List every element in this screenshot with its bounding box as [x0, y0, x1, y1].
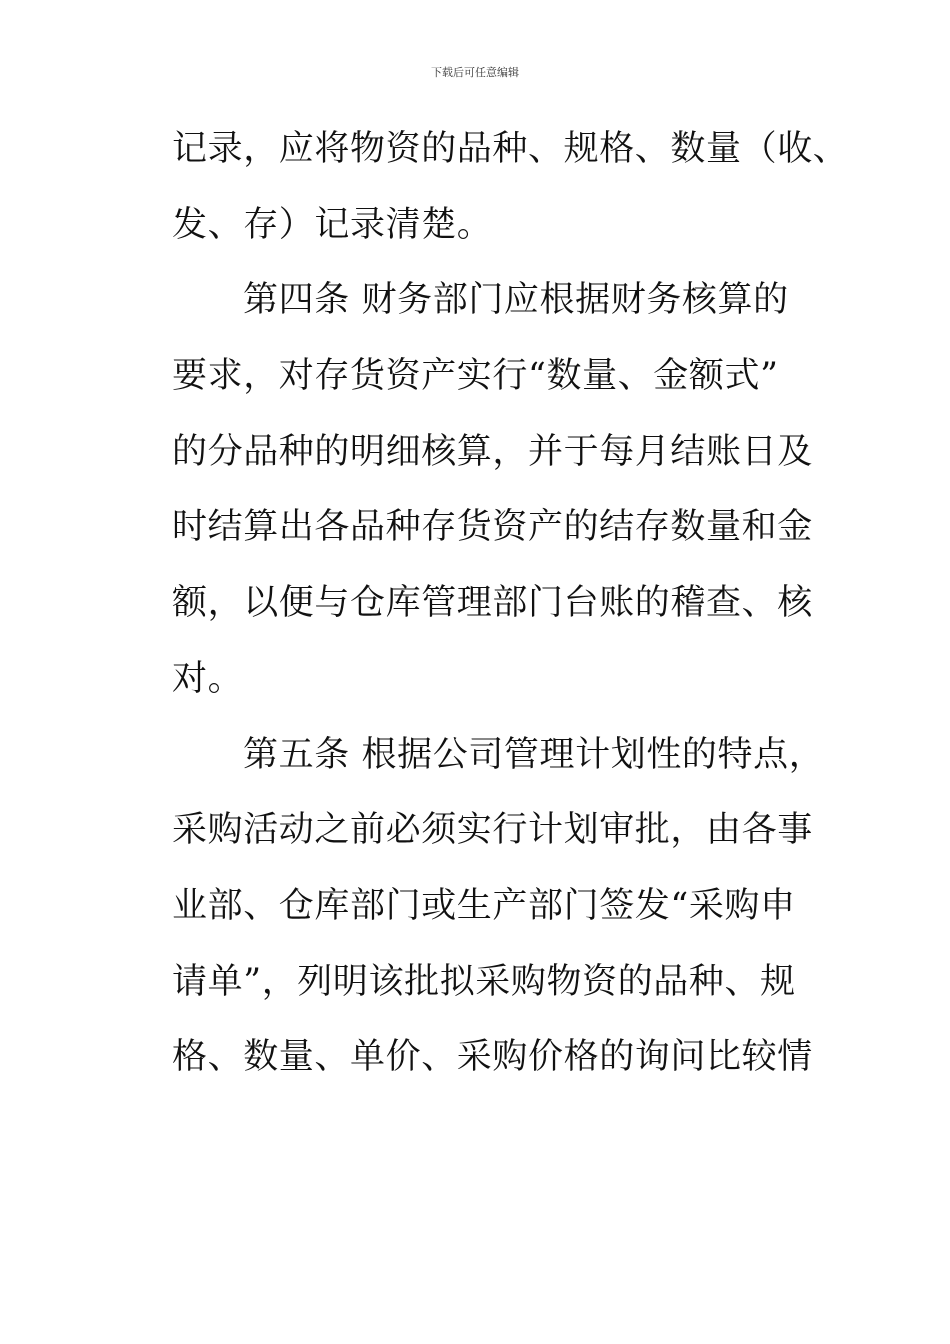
- text-line: 的分品种的明细核算，并于每月结账日及: [172, 431, 813, 472]
- text-line: 时结算出各品种存货资产的结存数量和金: [172, 507, 813, 548]
- text-line: 记录，应将物资的品种、规格、数量（收、: [172, 129, 849, 169]
- text-line: 第四条 财务部门应根据财务核算的: [243, 280, 789, 321]
- text-line: 对。: [172, 658, 244, 699]
- text-line: 发、存）记录清楚。: [172, 204, 493, 245]
- text-line: 请单”，列明该批拟采购物资的品种、规: [172, 961, 796, 1002]
- paragraph-article-5: [172, 718, 832, 1096]
- document-body: [172, 112, 849, 1096]
- text-line: 格、数量、单价、采购价格的询问比较情: [172, 1037, 813, 1078]
- paragraph-article-4: [172, 263, 832, 717]
- page-header: 下载后可任意编辑: [431, 66, 519, 79]
- text-line: 第五条 根据公司管理计划性的特点，: [243, 734, 825, 775]
- paragraph: [172, 112, 849, 263]
- text-line: 要求，对存货资产实行“数量、金额式”: [172, 356, 779, 397]
- text-line: 额，以便与仓库管理部门台账的稽查、核: [172, 583, 813, 624]
- text-line: 业部、仓库部门或生产部门签发“采购申: [172, 885, 796, 926]
- text-line: 采购活动之前必须实行计划审批，由各事: [172, 810, 813, 851]
